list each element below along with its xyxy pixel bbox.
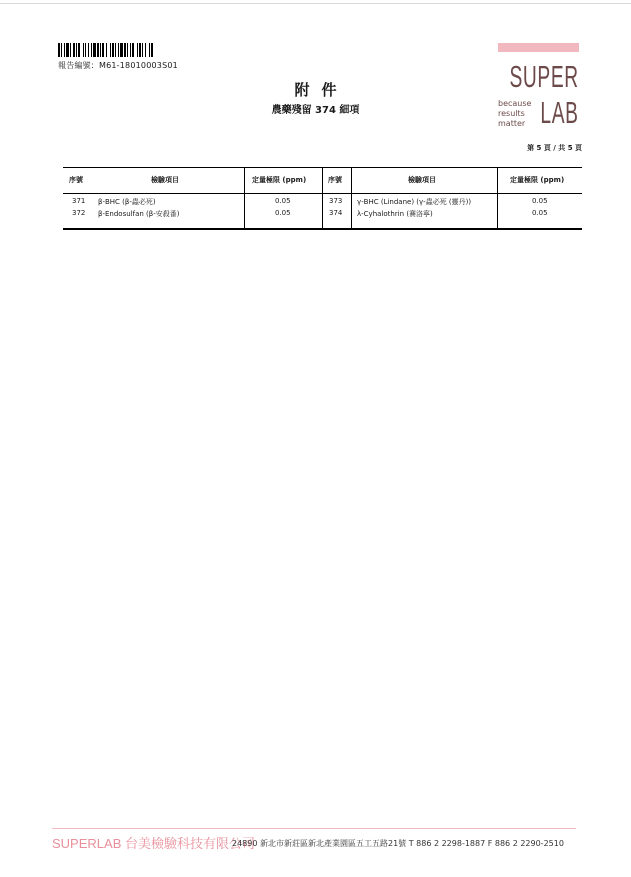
barcode-stripe: [78, 43, 80, 57]
cell-item: λ-Cyhalothrin (賽洛寧): [357, 210, 433, 218]
barcode-stripe: [102, 43, 104, 57]
logo-tagline-line: matter: [498, 119, 526, 128]
barcode-stripe: [110, 43, 111, 57]
barcode-stripe: [145, 43, 146, 57]
footer-address: 24890 新北市新莊區新北產業園區五工五路21號 T 886 2 2298-1887 F 886 2 2290-2510: [232, 839, 564, 848]
cell-item: β-BHC (β-蟲必死): [98, 198, 156, 206]
barcode-stripe: [73, 43, 75, 57]
barcode-stripe: [66, 43, 69, 57]
barcode-stripe: [149, 43, 150, 57]
header-no: 序號: [328, 176, 342, 184]
barcode-stripe: [130, 43, 131, 57]
barcode-stripe: [120, 43, 123, 57]
page-indicator: 第 5 頁 / 共 5 頁: [527, 144, 582, 152]
table-bottom-rule: [63, 228, 582, 230]
barcode-stripe: [142, 43, 143, 57]
barcode-stripe: [88, 43, 89, 57]
cell-loq: 0.05: [275, 197, 291, 205]
barcode-stripe: [85, 43, 86, 57]
cell-no: 371: [72, 197, 86, 205]
cell-item: γ-BHC (Lindane) (γ-蟲必死 (靈丹)): [357, 198, 472, 206]
top-rule: [0, 3, 631, 4]
barcode-stripe: [137, 43, 138, 57]
cell-no: 373: [329, 197, 343, 205]
page-subtitle: 農藥殘留 374 細項: [271, 105, 360, 116]
cell-loq: 0.05: [532, 197, 548, 205]
barcode: [58, 43, 200, 57]
barcode-stripe: [139, 43, 141, 57]
header-loq: 定量極限 (ppm): [252, 176, 307, 184]
header-item: 檢驗項目: [151, 176, 179, 184]
results-table: [63, 167, 582, 221]
cell-no: 372: [72, 209, 86, 217]
cell-item: β-Endosulfan (β-安殺番): [98, 210, 180, 218]
barcode-stripe: [97, 43, 99, 57]
barcode-stripe: [118, 43, 119, 57]
barcode-stripe: [91, 43, 92, 57]
page-title: 附件: [294, 81, 349, 99]
barcode-stripe: [58, 43, 60, 57]
barcode-stripe: [127, 43, 128, 57]
barcode-stripe: [83, 43, 84, 57]
table-row: [63, 209, 582, 221]
barcode-stripe: [151, 43, 153, 57]
barcode-stripe: [106, 43, 107, 57]
barcode-stripe: [64, 43, 65, 57]
header-no: 序號: [69, 176, 83, 184]
table-row: [63, 197, 582, 209]
table-header-row: [63, 175, 582, 190]
footer-rule: [52, 828, 576, 829]
barcode-stripe: [70, 43, 71, 57]
report-number: 報告編號：M61-18010003S01: [58, 61, 178, 70]
barcode-stripe: [100, 43, 101, 57]
barcode-stripe: [115, 43, 116, 57]
header-item: 檢驗項目: [408, 176, 436, 184]
header-loq: 定量極限 (ppm): [510, 176, 565, 184]
barcode-stripe: [93, 43, 96, 57]
logo-accent-bar: [498, 43, 579, 52]
barcode-stripe: [61, 43, 62, 57]
logo-lab-text: LAB: [540, 95, 579, 130]
logo-tagline-line: results: [498, 109, 525, 118]
logo-tagline-line: because: [498, 99, 532, 108]
cell-loq: 0.05: [532, 209, 548, 217]
cell-loq: 0.05: [275, 209, 291, 217]
barcode-stripe: [124, 43, 126, 57]
barcode-stripe: [76, 43, 77, 57]
footer-brand: SUPERLAB 台美檢驗科技有限公司: [52, 836, 255, 851]
barcode-stripe: [112, 43, 114, 57]
logo-super-text: SUPER: [509, 59, 579, 94]
barcode-stripe: [132, 43, 134, 57]
cell-no: 374: [329, 209, 343, 217]
